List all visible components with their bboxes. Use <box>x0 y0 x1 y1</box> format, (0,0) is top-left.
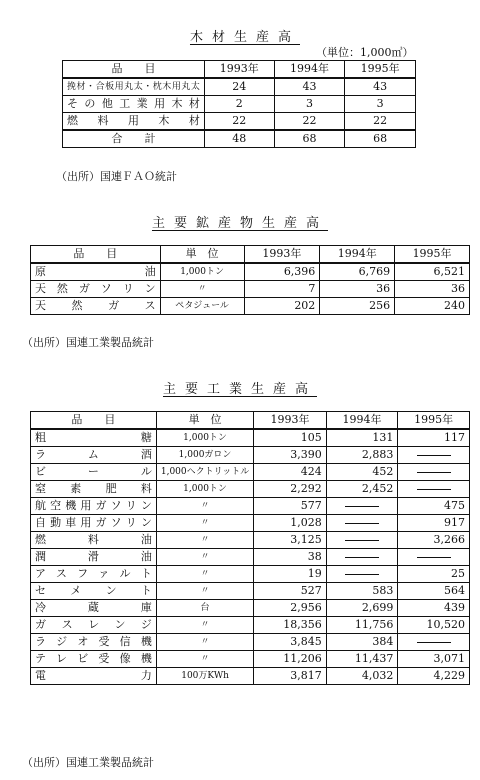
item-cell: ガスレンジ <box>31 617 157 634</box>
value-cell: 11,437 <box>326 651 398 668</box>
value-cell: 439 <box>398 600 470 617</box>
value-cell: 117 <box>398 429 470 447</box>
item-cell: ビール <box>31 464 157 481</box>
empty-value-dash <box>326 532 398 549</box>
unit-cell: 〃 <box>156 583 253 600</box>
item-cell: 窒素肥料 <box>31 481 157 498</box>
wood-title: 木材生産高 <box>189 30 300 45</box>
table-row <box>31 617 470 634</box>
table-row <box>63 78 416 96</box>
industry-title: 主要工業生産高 <box>162 382 317 397</box>
value-cell: 18,356 <box>254 617 326 634</box>
table-header-row <box>31 412 470 430</box>
table-row <box>31 263 470 281</box>
item-cell: 粗糖 <box>31 429 157 447</box>
table-row <box>31 298 470 315</box>
unit-cell: 1,000ガロン <box>156 447 253 464</box>
item-cell: 自動車用ガソリン <box>31 515 157 532</box>
item-cell: 燃料用木材 <box>63 113 205 131</box>
unit-cell: 1,000トン <box>160 263 244 281</box>
item-cell: アスファルト <box>31 566 157 583</box>
table-row <box>31 447 470 464</box>
value-cell: 2,883 <box>326 447 398 464</box>
table-row <box>31 532 470 549</box>
table-row <box>31 634 470 651</box>
industry-source: （出所）国連工業製品統計 <box>22 756 154 769</box>
empty-value-dash <box>398 549 470 566</box>
mineral-title: 主要鉱産物生産高 <box>151 216 328 231</box>
empty-value-dash <box>398 447 470 464</box>
empty-value-dash <box>326 549 398 566</box>
value-cell: 564 <box>398 583 470 600</box>
unit-cell: 台 <box>156 600 253 617</box>
table-row <box>31 549 470 566</box>
column-header: 1993年 <box>204 61 274 79</box>
table-row <box>31 498 470 515</box>
table-row <box>31 481 470 498</box>
value-cell: 384 <box>326 634 398 651</box>
value-cell: 11,206 <box>254 651 326 668</box>
value-cell: 583 <box>326 583 398 600</box>
industry-table-body <box>31 429 470 685</box>
unit-cell: 1,000ヘクトリットル <box>156 464 253 481</box>
value-cell: 22 <box>345 113 416 131</box>
value-cell: 2,699 <box>326 600 398 617</box>
value-cell: 2,956 <box>254 600 326 617</box>
value-cell: 3,071 <box>398 651 470 668</box>
unit-cell: 1,000トン <box>156 481 253 498</box>
value-cell: 68 <box>274 130 345 148</box>
unit-cell: 〃 <box>156 651 253 668</box>
value-cell: 2,292 <box>254 481 326 498</box>
value-cell: 19 <box>254 566 326 583</box>
value-cell: 577 <box>254 498 326 515</box>
column-header: 品 目 <box>31 412 157 430</box>
table-row <box>31 464 470 481</box>
item-cell: 挽材・合板用丸太・枕木用丸太 <box>63 78 205 96</box>
unit-cell: 〃 <box>160 281 244 298</box>
empty-value-dash <box>398 634 470 651</box>
column-header: 品 目 <box>63 61 205 79</box>
mineral-source: （出所）国連工業製品統計 <box>22 336 154 349</box>
item-cell: 天然ガソリン <box>31 281 161 298</box>
unit-cell: 〃 <box>156 532 253 549</box>
table-header-row <box>63 61 416 79</box>
table-row <box>31 651 470 668</box>
value-cell: 917 <box>398 515 470 532</box>
unit-cell: 〃 <box>156 498 253 515</box>
table-row <box>31 566 470 583</box>
value-cell: 4,229 <box>398 668 470 685</box>
item-cell: 電力 <box>31 668 157 685</box>
table-row <box>31 429 470 447</box>
value-cell: 3,125 <box>254 532 326 549</box>
column-header: 1994年 <box>320 246 395 264</box>
value-cell: 131 <box>326 429 398 447</box>
empty-value-dash <box>398 464 470 481</box>
empty-value-dash <box>326 566 398 583</box>
table-row <box>63 96 416 113</box>
column-header: 1993年 <box>254 412 326 430</box>
empty-value-dash <box>326 515 398 532</box>
value-cell: 475 <box>398 498 470 515</box>
table-row <box>31 281 470 298</box>
column-header: 1993年 <box>244 246 320 264</box>
value-cell: 452 <box>326 464 398 481</box>
value-cell: 105 <box>254 429 326 447</box>
value-cell: 2 <box>204 96 274 113</box>
unit-cell: 1,000トン <box>156 429 253 447</box>
item-cell: 潤滑油 <box>31 549 157 566</box>
value-cell: 1,028 <box>254 515 326 532</box>
table-header-row <box>31 246 470 264</box>
value-cell: 2,452 <box>326 481 398 498</box>
value-cell: 240 <box>395 298 470 315</box>
unit-cell: 〃 <box>156 515 253 532</box>
value-cell: 10,520 <box>398 617 470 634</box>
item-cell: ラム酒 <box>31 447 157 464</box>
value-cell: 3,390 <box>254 447 326 464</box>
item-cell: 航空機用ガソリン <box>31 498 157 515</box>
value-cell: 38 <box>254 549 326 566</box>
value-cell: 4,032 <box>326 668 398 685</box>
column-header: 1995年 <box>345 61 416 79</box>
value-cell: 43 <box>345 78 416 96</box>
unit-cell: 〃 <box>156 634 253 651</box>
value-cell: 7 <box>244 281 320 298</box>
table-row <box>63 113 416 131</box>
item-cell: 原油 <box>31 263 161 281</box>
item-cell: その他工業用木材 <box>63 96 205 113</box>
value-cell: 22 <box>274 113 345 131</box>
value-cell: 43 <box>274 78 345 96</box>
value-cell: 3,266 <box>398 532 470 549</box>
value-cell: 48 <box>204 130 274 148</box>
column-header: 1995年 <box>395 246 470 264</box>
total-row <box>63 130 416 148</box>
value-cell: 25 <box>398 566 470 583</box>
unit-cell: 100万KWh <box>156 668 253 685</box>
unit-cell: 〃 <box>156 549 253 566</box>
value-cell: 36 <box>320 281 395 298</box>
total-label: 合 計 <box>63 130 205 148</box>
column-header: 品 目 <box>31 246 161 264</box>
value-cell: 6,396 <box>244 263 320 281</box>
table-row <box>31 515 470 532</box>
empty-value-dash <box>326 498 398 515</box>
column-header: 単 位 <box>156 412 253 430</box>
mineral-table <box>30 245 470 315</box>
industry-table <box>30 411 470 685</box>
unit-cell: 〃 <box>156 617 253 634</box>
unit-cell: ペタジュール <box>160 298 244 315</box>
value-cell: 424 <box>254 464 326 481</box>
wood-table <box>62 60 416 148</box>
empty-value-dash <box>398 481 470 498</box>
column-header: 単 位 <box>160 246 244 264</box>
value-cell: 256 <box>320 298 395 315</box>
table-row <box>31 600 470 617</box>
value-cell: 3 <box>274 96 345 113</box>
value-cell: 6,521 <box>395 263 470 281</box>
value-cell: 3 <box>345 96 416 113</box>
value-cell: 3,817 <box>254 668 326 685</box>
item-cell: セメント <box>31 583 157 600</box>
value-cell: 3,845 <box>254 634 326 651</box>
column-header: 1994年 <box>274 61 345 79</box>
table-row <box>31 583 470 600</box>
column-header: 1994年 <box>326 412 398 430</box>
table-row <box>31 668 470 685</box>
value-cell: 24 <box>204 78 274 96</box>
column-header: 1995年 <box>398 412 470 430</box>
item-cell: ラジオ受信機 <box>31 634 157 651</box>
value-cell: 36 <box>395 281 470 298</box>
value-cell: 6,769 <box>320 263 395 281</box>
item-cell: 冷蔵庫 <box>31 600 157 617</box>
value-cell: 11,756 <box>326 617 398 634</box>
item-cell: テレビ受像機 <box>31 651 157 668</box>
item-cell: 燃料油 <box>31 532 157 549</box>
value-cell: 527 <box>254 583 326 600</box>
value-cell: 22 <box>204 113 274 131</box>
wood-source: （出所）国連ＦＡＯ統計 <box>56 170 177 183</box>
item-cell: 天然ガス <box>31 298 161 315</box>
unit-cell: 〃 <box>156 566 253 583</box>
value-cell: 202 <box>244 298 320 315</box>
value-cell: 68 <box>345 130 416 148</box>
wood-unit-note: （単位：1,000㎥） <box>316 46 414 59</box>
